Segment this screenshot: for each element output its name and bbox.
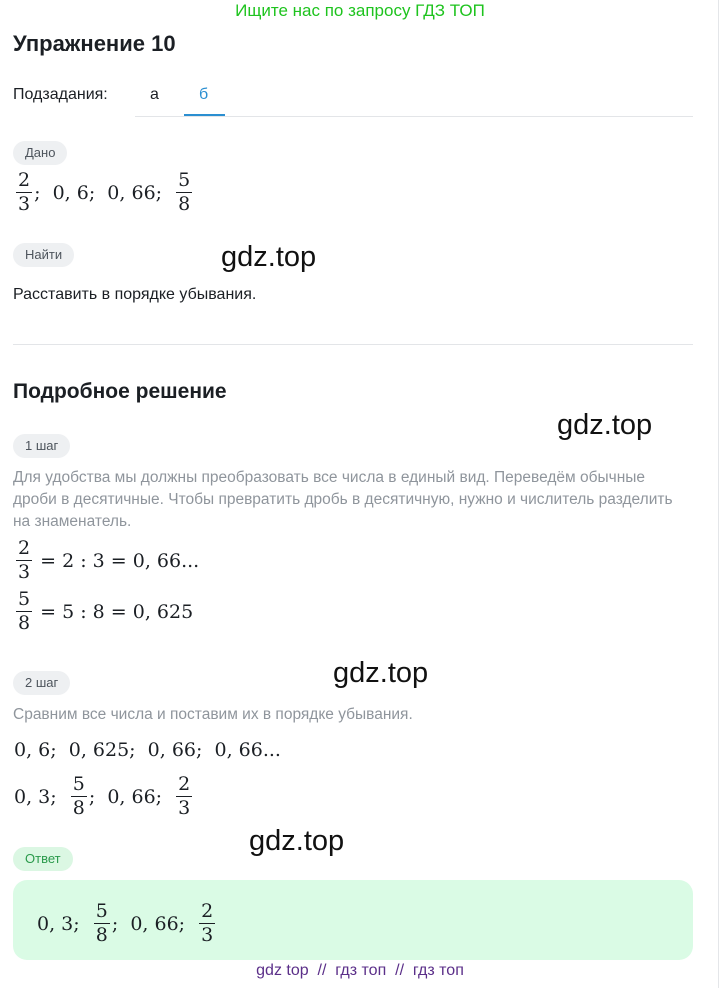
denominator: 8 (178, 193, 191, 215)
denominator: 8 (18, 612, 31, 634)
step2-chip: 2 шаг (13, 671, 70, 695)
expression-text: ; 0, 66; (111, 912, 198, 935)
find-text: Расставить в порядке убывания. (13, 286, 257, 303)
watermark: gdz.top (557, 409, 653, 441)
tab-b[interactable]: б (199, 86, 209, 103)
expression-text: ; 0, 6; 0, 66; (34, 181, 175, 204)
numerator: 2 (18, 169, 31, 191)
watermark: gdz.top (221, 241, 317, 273)
numerator: 2 (201, 900, 214, 922)
fraction (176, 775, 192, 818)
numerator: 5 (95, 900, 108, 922)
numerator: 5 (72, 773, 85, 795)
right-border (718, 0, 719, 988)
given-chip: Дано (13, 141, 67, 165)
expression-text: 0, 3; (14, 785, 69, 808)
numerator: 2 (18, 537, 31, 559)
step1-line2 (14, 590, 193, 633)
fraction (16, 590, 32, 633)
step1-line1 (14, 539, 199, 582)
section-divider (13, 344, 693, 345)
expression-text: 0, 6; 0, 625; 0, 66; 0, 66... (14, 739, 281, 761)
denominator: 3 (18, 193, 31, 215)
watermark: gdz.top (333, 657, 429, 689)
subtasks-label: Подзадания: (13, 86, 108, 103)
expression-text: = 5 : 8 = 0, 625 (34, 600, 194, 623)
numerator: 2 (178, 773, 191, 795)
top-banner: Ищите нас по запросу ГДЗ ТОП (235, 1, 485, 20)
step1-text: Для удобства мы должны преобразовать все числа в единый вид. Переведём обычные дроби в десятичные. Чтобы превратить дробь в десятичную, нужно и числитель разделить на знаменатель. (13, 469, 673, 530)
denominator: 3 (18, 561, 31, 583)
fraction (16, 171, 32, 214)
fraction (16, 539, 32, 582)
solution-heading: Подробное решение (13, 380, 227, 403)
expression-text: 0, 3; (37, 912, 92, 935)
fraction (94, 902, 110, 945)
fraction (176, 171, 192, 214)
step2-line1 (14, 739, 281, 761)
numerator: 5 (178, 169, 191, 191)
step2-line2 (14, 775, 194, 818)
tabs-divider (135, 116, 693, 117)
watermark: gdz.top (249, 825, 345, 857)
page-title: Упражнение 10 (13, 31, 176, 56)
fraction (71, 775, 87, 818)
fraction (199, 902, 215, 945)
step1-chip: 1 шаг (13, 434, 70, 458)
answer-chip: Ответ (13, 847, 73, 871)
expression-text: ; 0, 66; (88, 785, 175, 808)
find-chip: Найти (13, 243, 74, 267)
footer-watermark: gdz top // гдз топ // гдз топ (256, 962, 464, 979)
tab-a[interactable]: а (150, 86, 159, 103)
denominator: 3 (201, 924, 214, 946)
denominator: 8 (95, 924, 108, 946)
denominator: 8 (72, 797, 85, 819)
answer-expression (37, 902, 217, 945)
expression-text: = 2 : 3 = 0, 66... (34, 549, 200, 572)
step2-text: Сравним все числа и поставим их в порядке убывания. (13, 706, 413, 723)
denominator: 3 (178, 797, 191, 819)
numerator: 5 (18, 588, 31, 610)
given-expression (14, 171, 194, 214)
